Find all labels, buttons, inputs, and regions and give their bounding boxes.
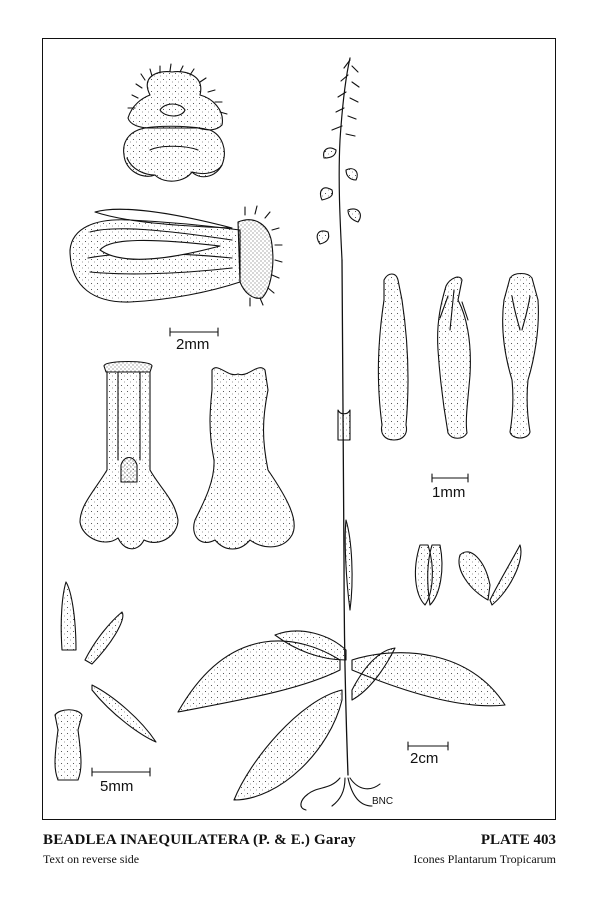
scale-label-2mm: 2mm xyxy=(176,336,210,353)
column-front-view xyxy=(378,274,408,440)
flower-front-view xyxy=(124,64,227,181)
species-title: BEADLEA INAEQUILATERA (P. & E.) Garay xyxy=(43,832,356,848)
artist-initials: BNC xyxy=(372,796,394,807)
scale-bar-2cm xyxy=(408,742,448,750)
dorsal-sepal xyxy=(61,582,76,650)
scale-bar-1mm xyxy=(432,474,468,482)
leaf-1 xyxy=(234,690,342,800)
scale-label-1mm: 1mm xyxy=(432,484,466,501)
column-side-view xyxy=(438,277,471,438)
series-name: Icones Plantarum Tropicarum xyxy=(413,852,556,866)
labellum-outer-view xyxy=(194,368,295,549)
labellum-inner-view xyxy=(80,362,178,549)
lateral-sepal-pair xyxy=(459,545,521,605)
plate-number: PLATE 403 xyxy=(480,832,556,848)
lateral-sepal xyxy=(92,685,156,742)
scale-bar-2mm xyxy=(170,328,218,336)
scale-label-2cm: 2cm xyxy=(410,750,439,767)
scale-bar-5mm xyxy=(92,768,150,776)
reverse-side-note: Text on reverse side xyxy=(43,852,140,866)
petal-pair xyxy=(415,545,442,605)
petal-narrow xyxy=(85,612,123,664)
flower-side-view xyxy=(70,206,282,306)
lip-small xyxy=(55,710,82,780)
scale-label-5mm: 5mm xyxy=(100,778,134,795)
column-back-view xyxy=(503,274,539,439)
